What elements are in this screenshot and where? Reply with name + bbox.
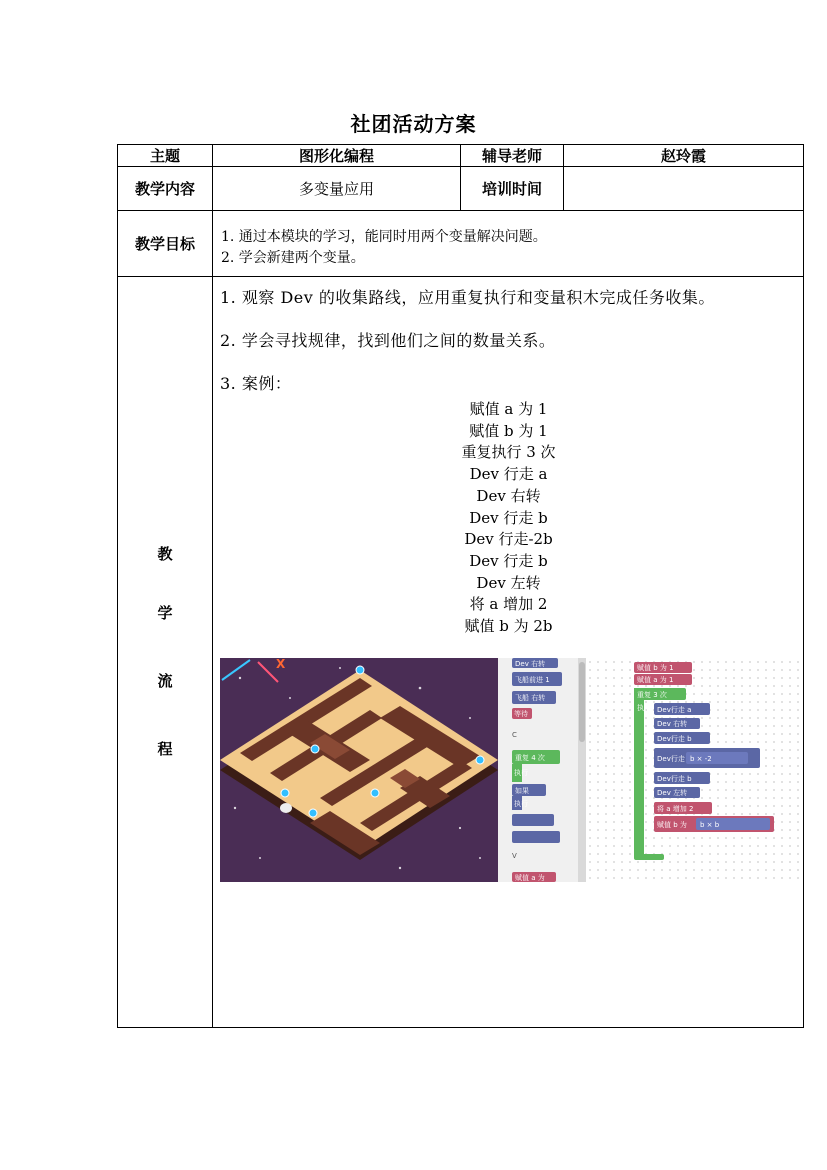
code-line: Dev 行走 a <box>469 465 548 484</box>
time-label: 培训时间 <box>461 167 564 211</box>
svg-text:将 a 增加 2: 将 a 增加 2 <box>657 804 694 813</box>
process-char: 程 <box>157 740 173 758</box>
code-line: Dev 右转 <box>476 486 541 505</box>
goal-item: 1. 通过本模块的学习，能同时用两个变量解决问题。 <box>221 229 547 245</box>
svg-text:C: C <box>512 730 517 739</box>
goals-label: 教学目标 <box>118 211 213 277</box>
code-line: 赋值 b 为 2b <box>464 617 553 636</box>
process-label <box>118 277 213 1028</box>
svg-text:Dev 右转: Dev 右转 <box>657 719 688 728</box>
content-label: 教学内容 <box>118 167 213 211</box>
svg-text:Dev行走: Dev行走 <box>657 754 685 763</box>
time-value <box>564 167 804 211</box>
process-char: 流 <box>157 672 173 690</box>
process-step: 2. 学会寻找规律，找到他们之间的数量关系。 <box>220 331 556 350</box>
palette-drawing <box>498 658 586 882</box>
svg-text:Dev行走 a: Dev行走 a <box>657 705 692 714</box>
topic-value: 图形化编程 <box>213 145 461 167</box>
process-char: 学 <box>157 604 173 622</box>
code-line: 赋值 a 为 1 <box>469 400 548 418</box>
process-cell <box>213 277 804 1028</box>
code-line: 将 a 增加 2 <box>469 595 548 614</box>
code-listing <box>220 399 797 638</box>
svg-text:如果: 如果 <box>515 786 529 795</box>
svg-text:赋值 b 为 1: 赋值 b 为 1 <box>637 663 674 672</box>
goal-item: 2. 学会新建两个变量。 <box>221 250 365 266</box>
teacher-value: 赵玲霞 <box>564 145 804 167</box>
block-palette <box>498 658 586 882</box>
svg-text:赋值 a 为 1: 赋值 a 为 1 <box>637 675 674 684</box>
code-line: 重复执行 3 次 <box>461 443 556 462</box>
lesson-screenshot <box>220 658 800 882</box>
svg-text:V: V <box>512 851 517 860</box>
svg-text:赋值 b 为: 赋值 b 为 <box>657 820 687 829</box>
svg-text:X: X <box>276 657 286 671</box>
topic-label: 主题 <box>118 145 213 167</box>
page-title: 社团活动方案 <box>350 112 477 136</box>
code-line: 赋值 b 为 1 <box>469 421 548 440</box>
workspace-drawing <box>586 658 800 882</box>
svg-text:飞船前进 1: 飞船前进 1 <box>515 675 550 684</box>
svg-text:Dev行走 b: Dev行走 b <box>657 774 692 783</box>
svg-text:重复 3 次: 重复 3 次 <box>637 690 667 699</box>
svg-text:等待: 等待 <box>514 709 528 718</box>
goals-cell <box>213 211 804 277</box>
svg-text:赋值 a 为: 赋值 a 为 <box>515 873 545 882</box>
svg-text:Dev行走 b: Dev行走 b <box>657 734 692 743</box>
goals-list <box>213 211 803 269</box>
code-workspace <box>586 658 800 882</box>
svg-text:Dev 右转: Dev 右转 <box>515 659 546 668</box>
process-step: 3. 案例： <box>220 374 292 393</box>
code-line: Dev 行走 b <box>469 508 548 527</box>
svg-text:b × -2: b × -2 <box>690 754 712 763</box>
svg-text:执行: 执行 <box>514 799 528 808</box>
svg-text:飞船 右转: 飞船 右转 <box>515 693 546 702</box>
code-line: Dev 行走 b <box>469 551 548 570</box>
code-line: Dev 左转 <box>476 573 541 592</box>
svg-text:b × b: b × b <box>700 820 720 829</box>
process-step: 1. 观察 Dev 的收集路线，应用重复执行和变量积木完成任务收集。 <box>220 288 715 307</box>
game-board-image <box>220 658 498 882</box>
plan-table <box>117 144 804 1028</box>
teacher-label: 辅导老师 <box>461 145 564 167</box>
svg-text:Dev 左转: Dev 左转 <box>657 788 688 797</box>
code-line: Dev 行走-2b <box>464 530 553 549</box>
svg-text:执行: 执行 <box>514 768 528 777</box>
process-char: 教 <box>157 545 173 563</box>
svg-text:重复 4 次: 重复 4 次 <box>515 753 545 762</box>
content-value: 多变量应用 <box>213 167 461 211</box>
game-board-drawing <box>220 658 498 882</box>
svg-text:执行: 执行 <box>637 703 651 712</box>
